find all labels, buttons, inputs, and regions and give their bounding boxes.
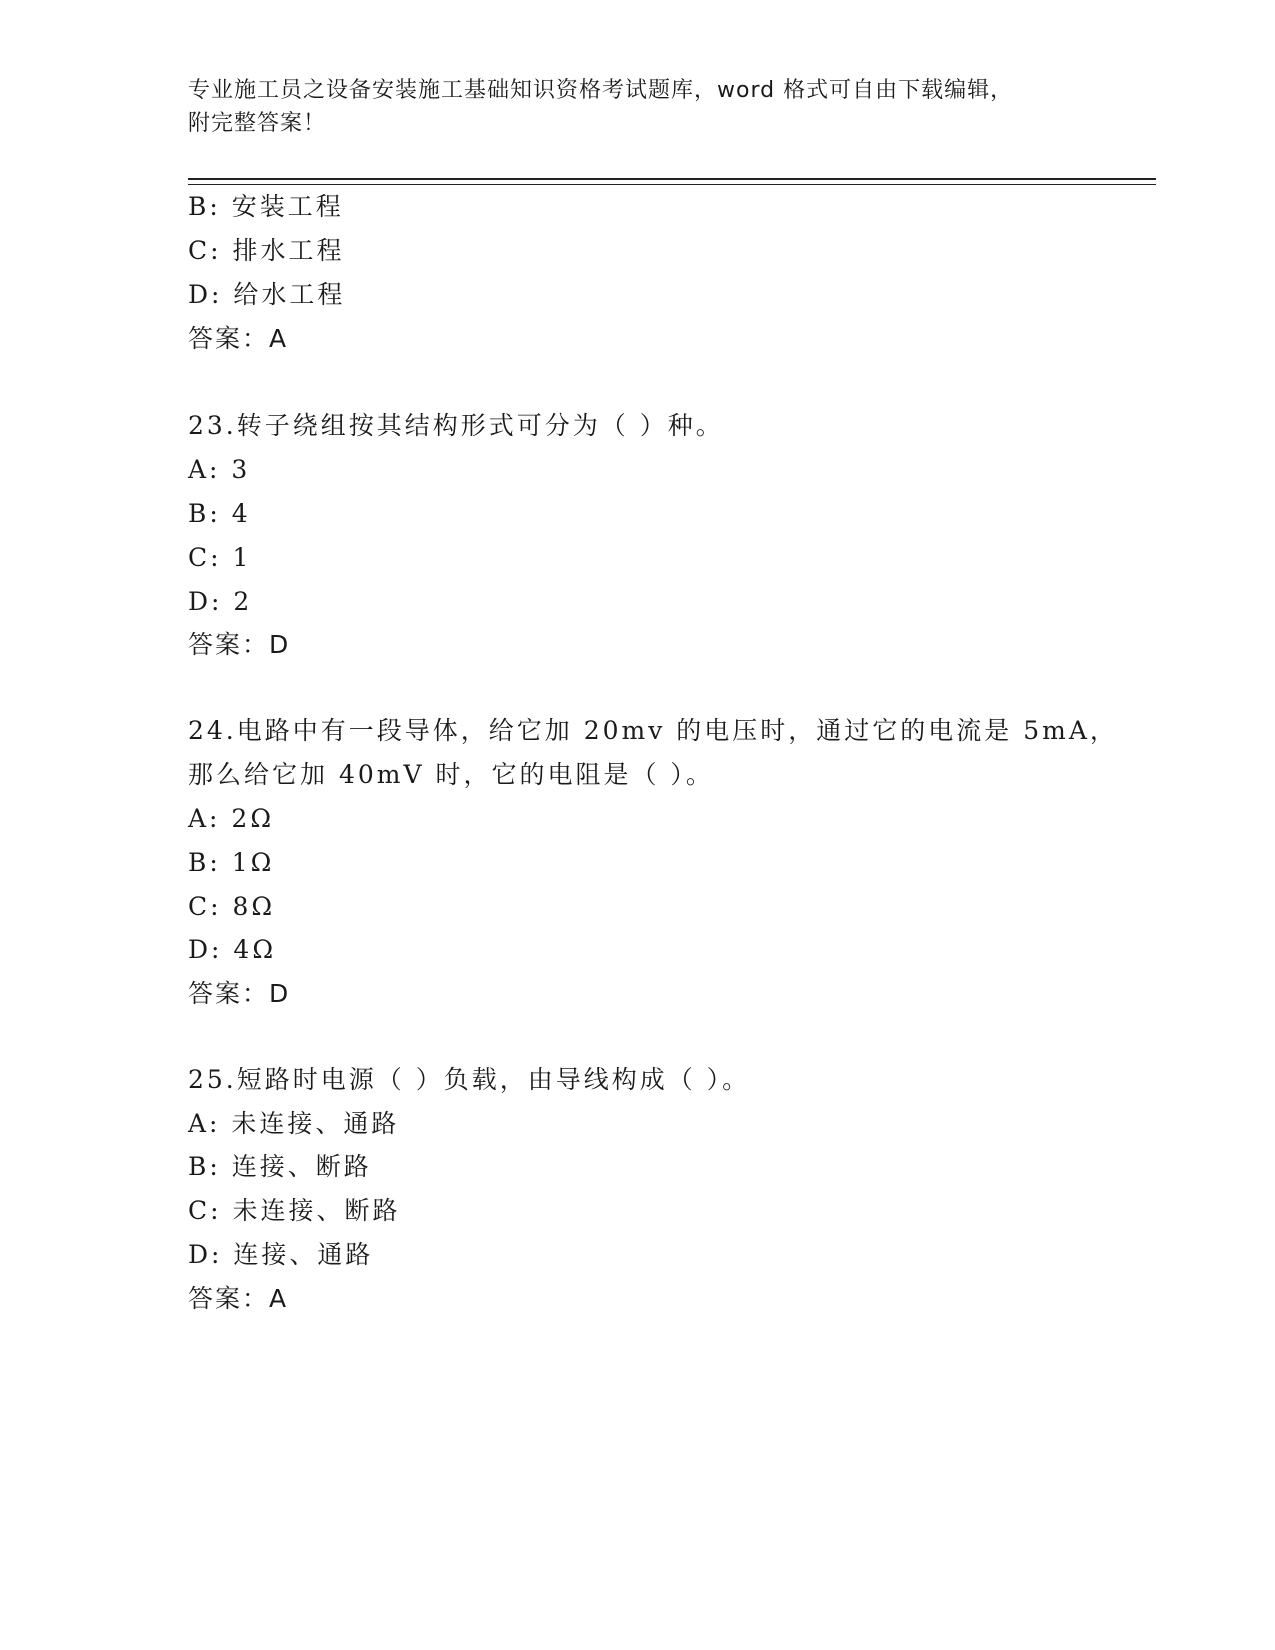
option-b: B: 连接、断路 — [188, 1152, 372, 1181]
option-d: D: 给水工程 — [188, 280, 346, 309]
question-25: 25.短路时电源（ ）负载，由导线构成（ ）。 — [188, 1065, 751, 1094]
answer-line: 答案：A — [188, 324, 289, 353]
option-a: A: 2Ω — [188, 804, 275, 833]
option-c: C: 未连接、断路 — [188, 1196, 401, 1225]
question-24-line-1: 24.电路中有一段导体，给它加 20mv 的电压时，通过它的电流是 5mA， — [188, 716, 1118, 745]
answer-line: 答案：D — [188, 979, 291, 1008]
option-b: B: 4 — [188, 499, 251, 528]
question-23: 23.转子绕组按其结构形式可分为（ ）种。 — [188, 411, 724, 440]
header-rule-thin — [188, 184, 1156, 185]
header-line-2: 附完整答案！ — [188, 111, 327, 136]
question-24-line-2: 那么给它加 40mV 时，它的电阻是（ ）。 — [188, 760, 714, 789]
answer-line: 答案：D — [188, 630, 291, 659]
option-a: A: 3 — [188, 455, 251, 484]
option-b: B: 1Ω — [188, 848, 275, 877]
option-d: D: 2 — [188, 587, 253, 616]
option-c: C: 8Ω — [188, 892, 276, 921]
answer-line: 答案：A — [188, 1284, 289, 1313]
header-rule-thick — [188, 178, 1156, 180]
document-header — [188, 74, 1088, 140]
option-c: C: 1 — [188, 543, 252, 572]
option-d: D: 4Ω — [188, 935, 277, 964]
header-line-1: 专业施工员之设备安装施工基础知识资格考试题库，word 格式可自由下载编辑， — [188, 78, 1014, 103]
option-b: B: 安装工程 — [188, 192, 344, 221]
option-a: A: 未连接、通路 — [188, 1109, 400, 1138]
option-d: D: 连接、通路 — [188, 1240, 374, 1269]
option-c: C: 排水工程 — [188, 236, 345, 265]
